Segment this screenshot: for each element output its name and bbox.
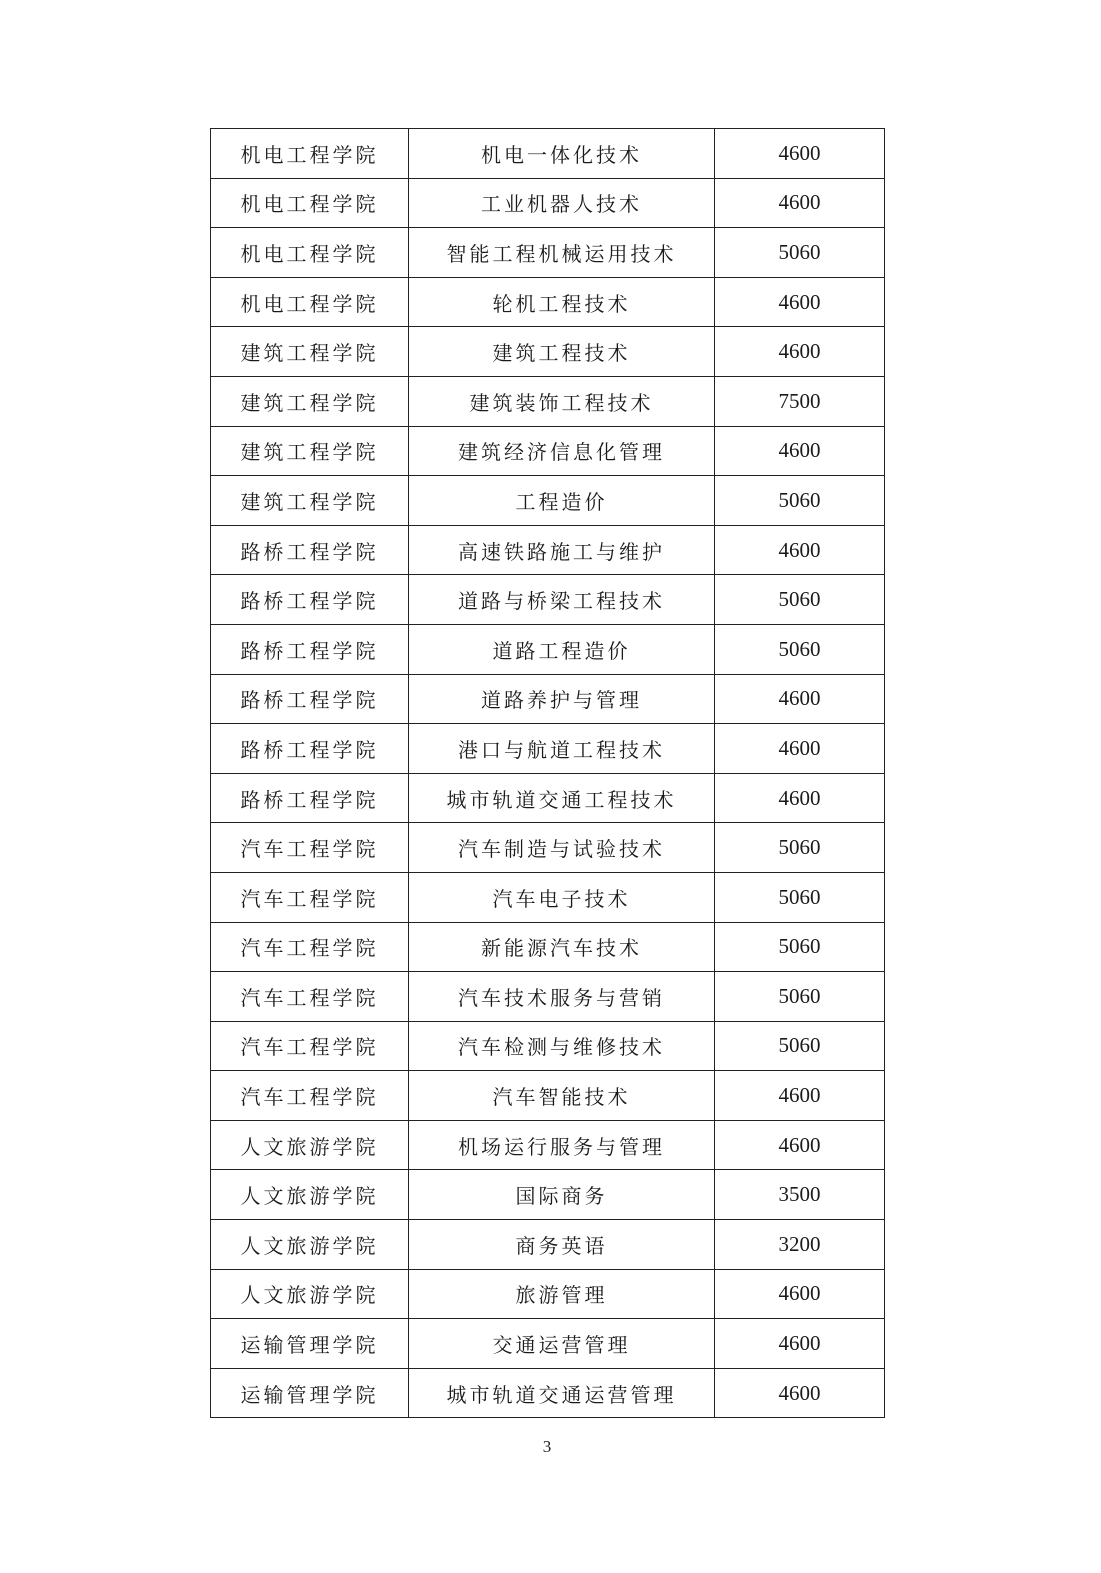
college-cell: 机电工程学院 [211, 277, 409, 327]
table-row [211, 1170, 885, 1220]
major-cell: 旅游管理 [409, 1269, 715, 1319]
major-cell: 汽车检测与维修技术 [409, 1021, 715, 1071]
major-cell: 新能源汽车技术 [409, 922, 715, 972]
major-cell: 道路养护与管理 [409, 674, 715, 724]
table-row [211, 327, 885, 377]
table-row [211, 525, 885, 575]
table-row [211, 1368, 885, 1418]
fee-cell: 5060 [715, 228, 885, 278]
fee-cell: 7500 [715, 376, 885, 426]
table-row [211, 724, 885, 774]
major-cell: 工程造价 [409, 476, 715, 526]
fee-cell: 4600 [715, 1368, 885, 1418]
fee-cell: 4600 [715, 525, 885, 575]
college-cell: 人文旅游学院 [211, 1220, 409, 1270]
table-row [211, 773, 885, 823]
fee-cell: 4600 [715, 1319, 885, 1369]
college-cell: 运输管理学院 [211, 1319, 409, 1369]
fee-cell: 5060 [715, 575, 885, 625]
major-cell: 港口与航道工程技术 [409, 724, 715, 774]
major-cell: 道路与桥梁工程技术 [409, 575, 715, 625]
table-row [211, 674, 885, 724]
college-cell: 汽车工程学院 [211, 1071, 409, 1121]
college-cell: 建筑工程学院 [211, 476, 409, 526]
fee-cell: 4600 [715, 773, 885, 823]
table-row [211, 1120, 885, 1170]
table-row [211, 426, 885, 476]
major-cell: 道路工程造价 [409, 624, 715, 674]
college-cell: 建筑工程学院 [211, 376, 409, 426]
major-cell: 商务英语 [409, 1220, 715, 1270]
fee-cell: 4600 [715, 1269, 885, 1319]
college-cell: 建筑工程学院 [211, 327, 409, 377]
major-cell: 建筑工程技术 [409, 327, 715, 377]
major-cell: 城市轨道交通工程技术 [409, 773, 715, 823]
college-cell: 路桥工程学院 [211, 575, 409, 625]
fee-cell: 5060 [715, 872, 885, 922]
table-row [211, 476, 885, 526]
table-row [211, 922, 885, 972]
fee-cell: 4600 [715, 674, 885, 724]
fee-cell: 5060 [715, 476, 885, 526]
college-cell: 路桥工程学院 [211, 525, 409, 575]
fee-cell: 3200 [715, 1220, 885, 1270]
college-cell: 汽车工程学院 [211, 972, 409, 1022]
fee-cell: 5060 [715, 972, 885, 1022]
table-row [211, 1071, 885, 1121]
college-cell: 人文旅游学院 [211, 1269, 409, 1319]
table-row [211, 1220, 885, 1270]
table-row [211, 872, 885, 922]
college-cell: 机电工程学院 [211, 228, 409, 278]
college-cell: 机电工程学院 [211, 178, 409, 228]
table-row [211, 1319, 885, 1369]
major-cell: 汽车智能技术 [409, 1071, 715, 1121]
major-cell: 建筑经济信息化管理 [409, 426, 715, 476]
major-cell: 智能工程机械运用技术 [409, 228, 715, 278]
table-row [211, 575, 885, 625]
college-cell: 路桥工程学院 [211, 724, 409, 774]
college-cell: 建筑工程学院 [211, 426, 409, 476]
page-number: 3 [542, 1437, 552, 1456]
tuition-fee-table [210, 128, 885, 1418]
fee-cell: 5060 [715, 624, 885, 674]
major-cell: 国际商务 [409, 1170, 715, 1220]
table-row [211, 624, 885, 674]
college-cell: 路桥工程学院 [211, 773, 409, 823]
table-row [211, 228, 885, 278]
college-cell: 汽车工程学院 [211, 922, 409, 972]
fee-cell: 4600 [715, 426, 885, 476]
major-cell: 汽车电子技术 [409, 872, 715, 922]
college-cell: 运输管理学院 [211, 1368, 409, 1418]
fee-cell: 4600 [715, 1120, 885, 1170]
table-row [211, 1269, 885, 1319]
major-cell: 汽车技术服务与营销 [409, 972, 715, 1022]
major-cell: 交通运营管理 [409, 1319, 715, 1369]
major-cell: 高速铁路施工与维护 [409, 525, 715, 575]
college-cell: 汽车工程学院 [211, 1021, 409, 1071]
fee-cell: 5060 [715, 1021, 885, 1071]
major-cell: 机场运行服务与管理 [409, 1120, 715, 1170]
major-cell: 建筑装饰工程技术 [409, 376, 715, 426]
table-row [211, 178, 885, 228]
fee-cell: 4600 [715, 277, 885, 327]
fee-cell: 5060 [715, 922, 885, 972]
fee-cell: 4600 [715, 129, 885, 179]
college-cell: 汽车工程学院 [211, 823, 409, 873]
fee-cell: 4600 [715, 1071, 885, 1121]
table-row [211, 376, 885, 426]
college-cell: 汽车工程学院 [211, 872, 409, 922]
major-cell: 城市轨道交通运营管理 [409, 1368, 715, 1418]
table-row [211, 1021, 885, 1071]
fee-cell: 4600 [715, 724, 885, 774]
table-row [211, 129, 885, 179]
table-row [211, 277, 885, 327]
table-body [211, 129, 885, 1418]
fee-cell: 4600 [715, 178, 885, 228]
fee-cell: 3500 [715, 1170, 885, 1220]
major-cell: 机电一体化技术 [409, 129, 715, 179]
college-cell: 人文旅游学院 [211, 1170, 409, 1220]
college-cell: 人文旅游学院 [211, 1120, 409, 1170]
major-cell: 轮机工程技术 [409, 277, 715, 327]
major-cell: 汽车制造与试验技术 [409, 823, 715, 873]
fee-cell: 4600 [715, 327, 885, 377]
major-cell: 工业机器人技术 [409, 178, 715, 228]
college-cell: 路桥工程学院 [211, 624, 409, 674]
fee-cell: 5060 [715, 823, 885, 873]
college-cell: 路桥工程学院 [211, 674, 409, 724]
table-row [211, 972, 885, 1022]
table-row [211, 823, 885, 873]
college-cell: 机电工程学院 [211, 129, 409, 179]
